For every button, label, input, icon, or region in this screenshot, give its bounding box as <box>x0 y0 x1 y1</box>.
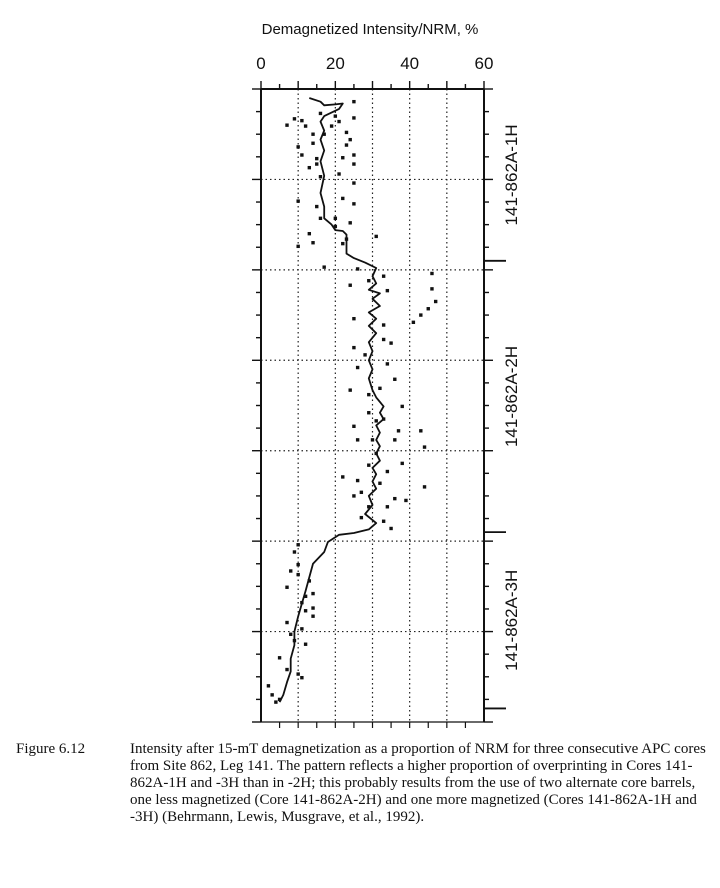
data-point-91 <box>382 520 385 523</box>
core-labels <box>484 124 521 708</box>
data-point-25 <box>337 172 340 175</box>
data-point-4 <box>319 112 322 115</box>
data-point-21 <box>315 162 318 165</box>
data-point-8 <box>352 100 355 103</box>
data-point-75 <box>423 445 426 448</box>
data-point-31 <box>319 217 322 220</box>
grid <box>261 89 484 722</box>
data-point-16 <box>296 145 299 148</box>
data-point-87 <box>404 499 407 502</box>
data-point-80 <box>356 479 359 482</box>
data-point-106 <box>285 621 288 624</box>
data-point-44 <box>382 274 385 277</box>
data-point-105 <box>311 614 314 617</box>
data-point-9 <box>352 116 355 119</box>
data-point-107 <box>300 627 303 630</box>
data-point-14 <box>311 142 314 145</box>
data-point-52 <box>352 317 355 320</box>
data-point-56 <box>389 341 392 344</box>
data-point-15 <box>345 143 348 146</box>
data-point-89 <box>386 505 389 508</box>
data-points <box>267 100 438 704</box>
data-point-24 <box>319 175 322 178</box>
data-point-78 <box>367 463 370 466</box>
data-point-61 <box>393 378 396 381</box>
data-point-11 <box>311 133 314 136</box>
data-point-82 <box>341 475 344 478</box>
data-point-49 <box>434 300 437 303</box>
data-point-103 <box>311 606 314 609</box>
data-point-6 <box>330 124 333 127</box>
data-point-69 <box>375 419 378 422</box>
core-label-2: 141-862A-3H <box>502 569 521 671</box>
data-point-63 <box>349 388 352 391</box>
data-point-58 <box>363 353 366 356</box>
data-point-112 <box>285 668 288 671</box>
data-point-50 <box>427 307 430 310</box>
data-point-99 <box>285 586 288 589</box>
data-point-70 <box>397 429 400 432</box>
data-point-60 <box>356 366 359 369</box>
data-point-13 <box>349 138 352 141</box>
data-point-93 <box>296 543 299 546</box>
data-point-51 <box>419 313 422 316</box>
data-point-5 <box>334 114 337 117</box>
data-point-48 <box>430 287 433 290</box>
data-point-33 <box>349 221 352 224</box>
data-point-17 <box>300 153 303 156</box>
data-point-100 <box>311 592 314 595</box>
data-point-74 <box>393 438 396 441</box>
data-point-65 <box>401 405 404 408</box>
data-point-2 <box>304 124 307 127</box>
data-point-83 <box>423 485 426 488</box>
data-point-79 <box>386 470 389 473</box>
data-point-41 <box>322 265 325 268</box>
data-point-55 <box>382 338 385 341</box>
data-point-45 <box>367 279 370 282</box>
data-point-110 <box>304 643 307 646</box>
data-point-81 <box>378 482 381 485</box>
data-point-40 <box>341 242 344 245</box>
smoothed-line <box>280 98 384 702</box>
data-point-113 <box>296 672 299 675</box>
data-point-23 <box>308 166 311 169</box>
x-tick-label-3: 60 <box>474 54 494 73</box>
x-tick-labels <box>256 54 493 73</box>
data-point-10 <box>345 131 348 134</box>
data-point-114 <box>300 676 303 679</box>
data-point-62 <box>378 387 381 390</box>
data-point-68 <box>352 425 355 428</box>
data-point-18 <box>315 157 318 160</box>
data-point-95 <box>296 563 299 566</box>
data-point-64 <box>367 393 370 396</box>
x-axis-title: Demagnetized Intensity/NRM, % <box>261 21 479 38</box>
data-point-26 <box>352 181 355 184</box>
data-point-38 <box>296 245 299 248</box>
data-point-117 <box>274 700 277 703</box>
data-point-116 <box>270 693 273 696</box>
x-tick-label-2: 40 <box>400 54 420 73</box>
data-point-57 <box>352 346 355 349</box>
data-point-53 <box>412 321 415 324</box>
data-point-104 <box>304 609 307 612</box>
data-point-7 <box>337 120 340 123</box>
x-tick-label-0: 0 <box>256 54 266 73</box>
data-point-32 <box>334 217 337 220</box>
data-point-71 <box>419 429 422 432</box>
data-point-22 <box>352 162 355 165</box>
data-point-39 <box>311 241 314 244</box>
data-point-73 <box>371 438 374 441</box>
data-point-54 <box>382 323 385 326</box>
data-point-85 <box>360 491 363 494</box>
data-point-19 <box>341 156 344 159</box>
figure-label: Figure 6.12 <box>16 741 86 757</box>
core-label-1: 141-862A-2H <box>502 345 521 448</box>
data-point-46 <box>349 284 352 287</box>
data-point-94 <box>293 550 296 553</box>
data-point-108 <box>289 633 292 636</box>
data-point-97 <box>296 573 299 576</box>
data-point-35 <box>308 232 311 235</box>
data-point-96 <box>289 569 292 572</box>
data-point-77 <box>401 462 404 465</box>
core-label-0: 141-862A-1H <box>502 124 521 226</box>
data-point-28 <box>315 205 318 208</box>
data-point-115 <box>267 684 270 687</box>
data-point-29 <box>341 197 344 200</box>
data-point-1 <box>285 123 288 126</box>
data-point-72 <box>356 438 359 441</box>
data-point-42 <box>356 267 359 270</box>
data-point-3 <box>300 119 303 122</box>
data-point-84 <box>352 494 355 497</box>
data-point-0 <box>293 117 296 120</box>
data-point-20 <box>352 153 355 156</box>
data-point-66 <box>367 411 370 414</box>
x-tick-label-1: 20 <box>325 54 345 73</box>
data-point-59 <box>386 362 389 365</box>
data-point-30 <box>352 202 355 205</box>
data-point-92 <box>389 527 392 530</box>
data-point-111 <box>278 656 281 659</box>
data-point-27 <box>296 199 299 202</box>
data-point-90 <box>360 516 363 519</box>
data-point-37 <box>375 235 378 238</box>
data-point-86 <box>393 497 396 500</box>
data-point-47 <box>386 289 389 292</box>
data-point-43 <box>430 272 433 275</box>
figure-caption-text: Intensity after 15-mT demagnetization as a proportion of NRM for three consecutive APC cores from Site 862, Leg 141. The pattern reflects a higher proportion of overprinting in Cores 141-862A-1H and -3H than in -2H; this probably results from the use of two alternate core barrels, one less magnetized (Core 141-862A-2H) and one more magnetized (Cores 141-862A-1H and -3H) (Behrmann, Lewis, Musgrave, et al., 1992). <box>130 741 706 825</box>
